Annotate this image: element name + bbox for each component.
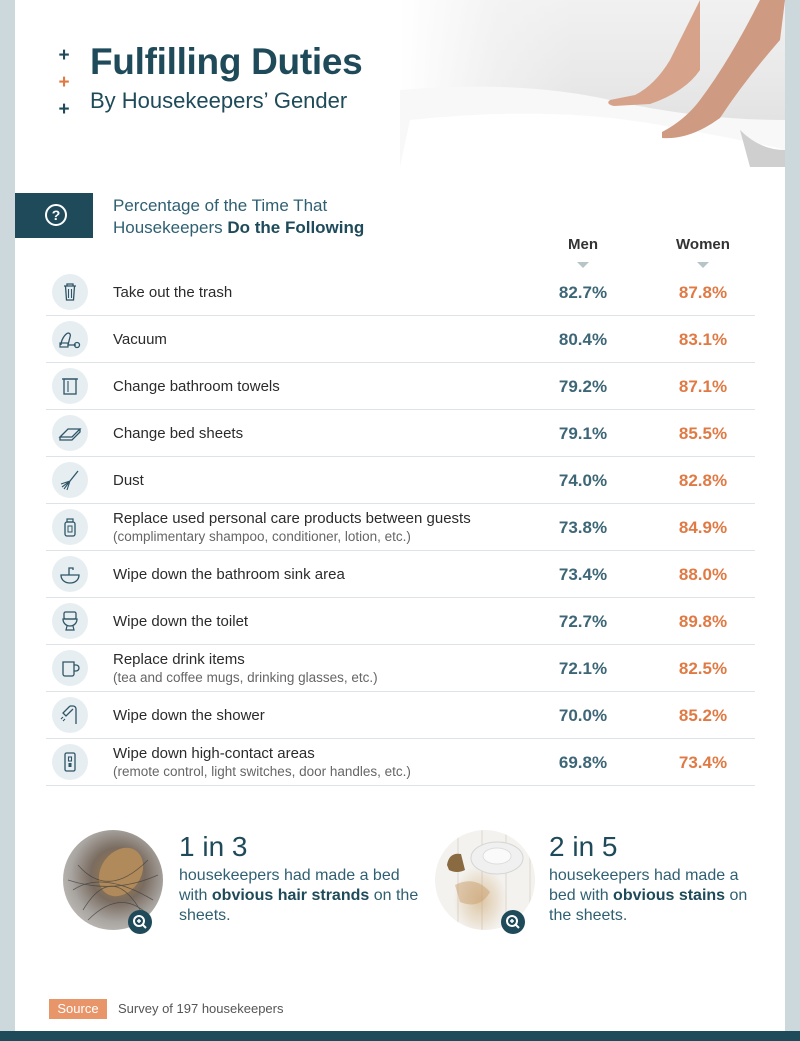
table-row	[46, 692, 755, 739]
women-value: 87.1%	[678, 377, 728, 396]
zoom-icon[interactable]	[128, 910, 152, 934]
section-title-line1: Percentage of the Time That	[113, 196, 328, 215]
row-label	[113, 598, 248, 645]
men-value: 73.4%	[558, 565, 608, 584]
stat-text-post: on the sheets.	[549, 887, 748, 924]
women-value: 82.8%	[678, 471, 728, 490]
infographic-card	[15, 0, 785, 1031]
row-label	[113, 363, 280, 410]
row-label-main: Wipe down the toilet	[113, 612, 249, 630]
question-icon: ?	[45, 204, 67, 226]
section-title-emphasis: Do the Following	[227, 218, 365, 237]
chevron-down-icon	[577, 262, 589, 268]
vacuum-icon	[52, 321, 88, 357]
row-label-main: Take out the trash	[113, 283, 233, 301]
women-value: 73.4%	[678, 753, 728, 772]
table-row	[46, 598, 755, 645]
stat-text-pre: housekeepers had made a bed with	[179, 867, 400, 904]
row-label	[113, 692, 265, 739]
source-badge: Source	[49, 999, 107, 1019]
men-value: 72.7%	[558, 612, 608, 631]
men-value: 70.0%	[558, 706, 608, 725]
table-row	[46, 551, 755, 598]
row-sublabel: (remote control, light switches, door handles, etc.)	[113, 764, 411, 779]
column-header-women	[643, 236, 763, 268]
towel-icon	[52, 368, 88, 404]
row-label	[113, 410, 243, 457]
zoom-icon[interactable]	[501, 910, 525, 934]
table-row	[46, 363, 755, 410]
row-label	[113, 645, 378, 692]
stat-ratio: 1 in 3	[179, 831, 248, 862]
hero-photo	[400, 0, 785, 167]
sink-icon	[52, 556, 88, 592]
row-label	[113, 316, 167, 363]
shower-icon	[52, 697, 88, 733]
men-value: 79.2%	[558, 377, 608, 396]
plus-icon: +	[58, 99, 70, 120]
toilet-icon	[52, 603, 88, 639]
women-value: 84.9%	[678, 518, 728, 537]
row-label-main: Replace drink items	[113, 651, 245, 668]
page-title: Fulfilling Duties	[90, 41, 363, 82]
row-label	[113, 269, 232, 316]
row-label	[113, 739, 411, 786]
bottle-icon	[52, 509, 88, 545]
mug-icon	[52, 650, 88, 686]
page-subtitle: By Housekeepers’ Gender	[90, 88, 348, 113]
light-switch-icon	[52, 744, 88, 780]
footer-bar	[0, 1031, 800, 1041]
stat-description	[549, 866, 749, 926]
duties-table	[46, 269, 755, 786]
stat-ratio: 2 in 5	[549, 831, 618, 862]
source-text: Survey of 197 housekeepers	[118, 1001, 284, 1016]
decorative-pluses	[57, 42, 71, 123]
row-label	[113, 504, 471, 551]
stat-text-post: on the sheets.	[179, 887, 419, 924]
row-label-main: Dust	[113, 471, 144, 489]
row-label-main: Wipe down high-contact areas	[113, 745, 315, 762]
women-value: 85.2%	[678, 706, 728, 725]
column-header-men-label: Men	[568, 236, 598, 253]
plus-icon: +	[58, 45, 70, 66]
men-value: 79.1%	[558, 424, 608, 443]
table-row	[46, 645, 755, 692]
section-title-line2: Housekeepers	[113, 218, 228, 237]
column-header-women-label: Women	[676, 236, 730, 253]
women-value: 85.5%	[678, 424, 728, 443]
row-label-main: Replace used personal care products between guests	[113, 510, 471, 527]
row-sublabel: (tea and coffee mugs, drinking glasses, etc.)	[113, 670, 378, 685]
row-label-main: Wipe down the bathroom sink area	[113, 565, 345, 583]
table-row	[46, 504, 755, 551]
bed-sheet-icon	[52, 415, 88, 451]
stat-text-emphasis: obvious stains	[613, 887, 726, 904]
row-label-main: Vacuum	[113, 330, 167, 348]
table-row	[46, 739, 755, 786]
men-value: 72.1%	[558, 659, 608, 678]
row-label	[113, 457, 144, 504]
trash-icon	[52, 274, 88, 310]
table-row	[46, 269, 755, 316]
table-row	[46, 457, 755, 504]
column-header-men	[523, 236, 643, 268]
table-row	[46, 316, 755, 363]
men-value: 80.4%	[558, 330, 608, 349]
women-value: 83.1%	[678, 330, 728, 349]
men-value: 82.7%	[558, 283, 608, 302]
women-value: 87.8%	[678, 283, 728, 302]
row-label-main: Change bathroom towels	[113, 377, 280, 395]
row-label	[113, 551, 345, 598]
chevron-down-icon	[697, 262, 709, 268]
section-title	[113, 195, 364, 239]
men-value: 73.8%	[558, 518, 608, 537]
stat-description	[179, 866, 419, 926]
section-tab	[15, 193, 93, 238]
women-value: 89.8%	[678, 612, 728, 631]
stat-text-pre: housekeepers had made a bed with	[549, 867, 739, 904]
stat-text-emphasis: obvious hair strands	[211, 887, 370, 904]
men-value: 69.8%	[558, 753, 608, 772]
row-label-main: Change bed sheets	[113, 424, 244, 442]
duster-icon	[52, 462, 88, 498]
row-sublabel: (complimentary shampoo, conditioner, lotion, etc.)	[113, 529, 411, 544]
women-value: 82.5%	[678, 659, 728, 678]
women-value: 88.0%	[678, 565, 728, 584]
row-label-main: Wipe down the shower	[113, 706, 265, 724]
table-row	[46, 410, 755, 457]
men-value: 74.0%	[558, 471, 608, 490]
plus-icon: +	[58, 72, 70, 93]
